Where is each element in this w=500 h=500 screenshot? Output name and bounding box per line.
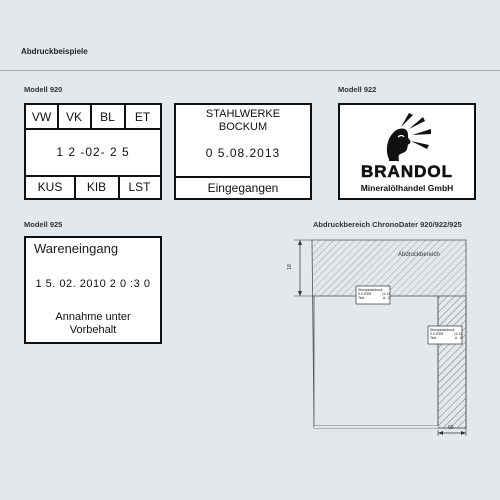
model-925-datetime: 1 5. 02. 2010 2 0 :3 0	[35, 278, 151, 290]
stahlwerke-line2: BOCKUM	[218, 120, 268, 133]
code-kus: KUS	[37, 180, 63, 194]
brandol-logo-icon	[379, 113, 435, 163]
mini-stamp-text: Text	[430, 336, 437, 341]
code-vk: VK	[65, 109, 82, 124]
dim-vertical-label: 18	[286, 264, 293, 270]
mini-stamp-date: 9.0.2008	[430, 332, 444, 337]
stamp-stahlwerke	[174, 103, 312, 200]
model-925-title: Wareneingang	[34, 241, 119, 256]
mini-stamp-time: 11:11	[454, 332, 462, 337]
mini-stamp-upper-text	[358, 288, 390, 301]
page-heading: Abdruckbeispiele	[21, 47, 88, 56]
stahlwerke-footer: Eingegangen	[207, 180, 279, 195]
stamp-model-922	[338, 103, 476, 200]
code-lst: LST	[128, 180, 151, 194]
brandol-brand: BRANDOL	[361, 162, 453, 181]
mini-stamp-date: 9.0.2008	[358, 292, 372, 297]
stahlwerke-line1: STAHLWERKE	[205, 107, 281, 120]
mini-stamp-time: 11:11	[382, 292, 390, 297]
model-925-label: Modell 925	[24, 220, 63, 229]
brandol-subtitle: Mineralölhandel GmbH	[360, 183, 454, 193]
area-label: Abdruckbereich	[398, 252, 440, 258]
code-et: ET	[134, 109, 151, 124]
mini-stamp-title: Stempelabdruck	[430, 328, 455, 332]
code-vw: VW	[31, 109, 52, 124]
stamp-model-920	[24, 103, 162, 200]
model-920-date: 1 2 -02- 2 5	[56, 145, 130, 159]
code-kib: KIB	[86, 180, 107, 194]
model-925-note-line1: Annahme unter	[55, 310, 131, 323]
mini-stamp-text: Text	[358, 296, 365, 301]
stamp-model-925	[24, 236, 162, 344]
mini-stamp-lower-text	[430, 328, 462, 341]
mini-stamp-title: Stempelabdruck	[358, 288, 383, 292]
code-bl: BL	[100, 109, 115, 124]
model-920-label: Modell 920	[24, 85, 63, 94]
dim-horizontal-label: 60	[448, 425, 454, 431]
model-922-label: Modell 922	[338, 85, 377, 94]
model-925-note-line2: Vorbehalt	[69, 323, 117, 336]
print-area-cutout	[314, 296, 438, 426]
diagram-label: Abdruckbereich ChronoDater 920/922/925	[313, 220, 462, 229]
mini-stamp-range: A...Z	[454, 336, 462, 341]
heading-divider	[0, 70, 500, 71]
stahlwerke-date: 0 5.08.2013	[205, 146, 281, 160]
mini-stamp-range: A...Z	[382, 296, 390, 301]
